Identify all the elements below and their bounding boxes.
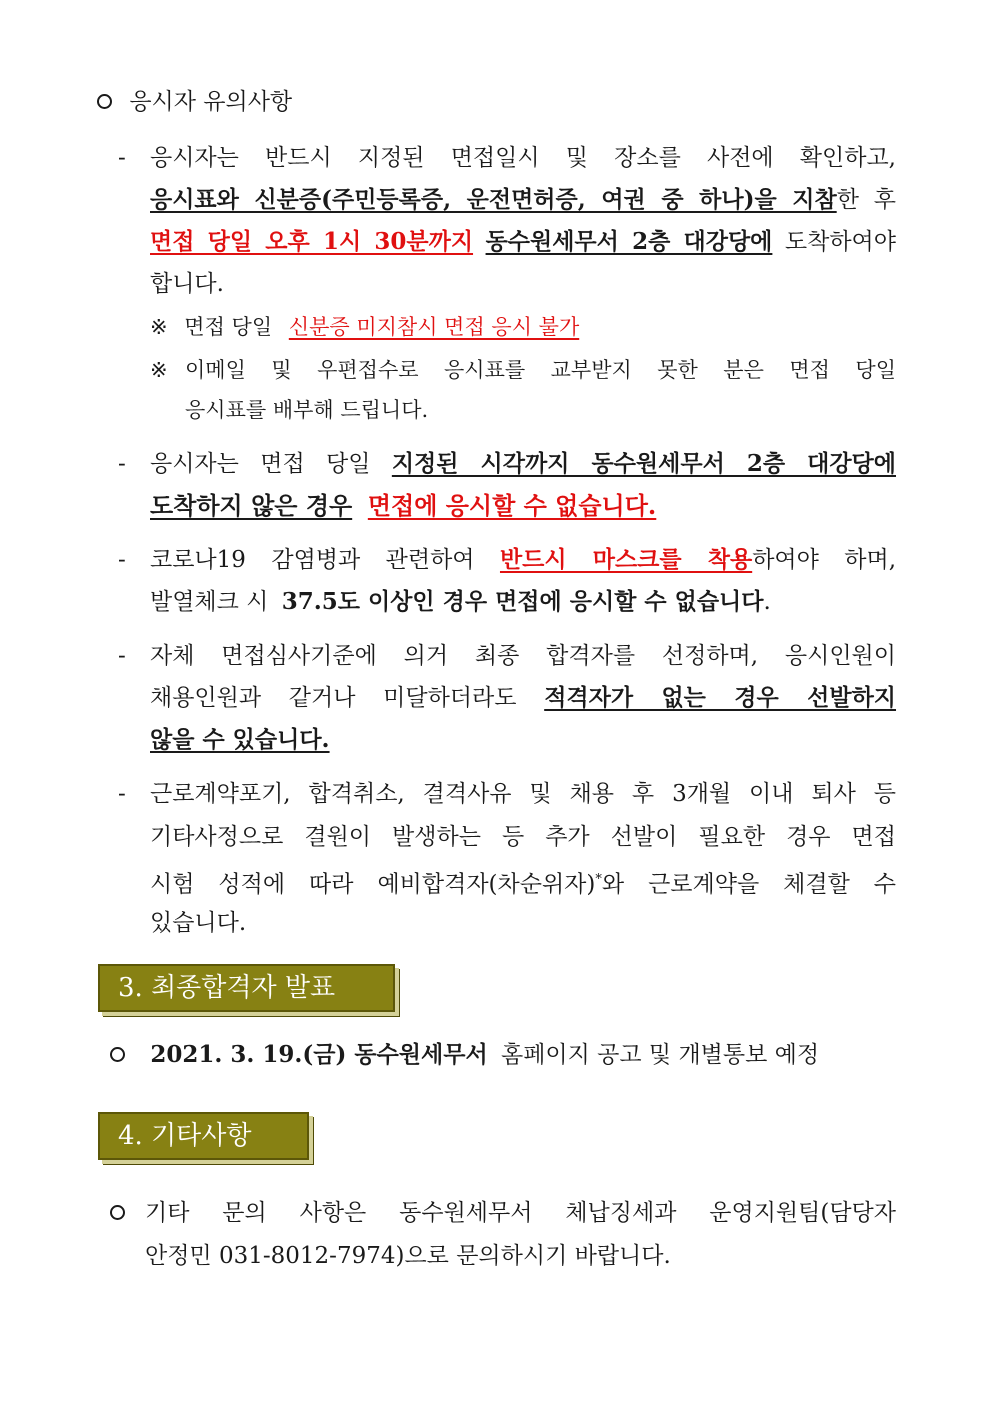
section4-header xyxy=(98,1112,309,1160)
item5-line3 xyxy=(150,863,896,902)
item3-line1-rest: 하여야 하며, xyxy=(752,547,897,573)
item4-dash: - xyxy=(118,643,126,669)
item1-line3-rest: 도착하여야 xyxy=(784,229,896,255)
item2-cannot-attend: 면접에 응시할 수 없습니다. xyxy=(367,491,657,520)
item2-not-arrived: 도착하지 않은 경우 xyxy=(150,491,353,520)
notice-heading xyxy=(97,85,292,119)
section3-bullet xyxy=(110,1038,819,1072)
item2-line1 xyxy=(150,447,896,481)
item1-dash: - xyxy=(118,145,126,171)
item5-dash: - xyxy=(118,781,126,807)
note1 xyxy=(150,310,579,344)
item1-line2 xyxy=(150,183,896,217)
circle-bullet-icon xyxy=(110,1047,125,1062)
item1-required-docs: 응시표와 신분증(주민등록증, 운전면허증, 여권 중 하나)을 지참 xyxy=(150,186,837,213)
note2-line2: 응시표를 배부해 드립니다. xyxy=(185,398,429,422)
item3-dash: - xyxy=(118,547,126,573)
section4-line1: 기타 문의 사항은 동수원세무서 체납징세과 운영지원팀(담당자 xyxy=(145,1200,896,1226)
item5-line2: 기타사정으로 결원이 발생하는 등 추가 선발이 필요한 경우 면접 xyxy=(150,824,896,850)
circle-bullet-icon xyxy=(110,1205,125,1220)
item3-line2 xyxy=(150,585,771,619)
item5-line3-a: 시험 성적에 따라 예비합격자(차순위자) xyxy=(150,871,596,898)
item1-line2-rest: 한 후 xyxy=(836,187,897,213)
item3-mask-required: 반드시 마스크를 착용 xyxy=(499,546,753,573)
item3-line2-plain: 발열체크 시 xyxy=(150,589,269,615)
section4-bullet-icon-wrap xyxy=(110,1196,125,1230)
item2-deadline: 지정된 시각까지 동수원세무서 2층 대강당에 xyxy=(391,450,896,477)
note2-mark: ※ xyxy=(150,358,168,382)
item3-fever-rule: 37.5도 이상인 경우 면접에 응시할 수 없습니다 xyxy=(281,588,764,615)
note1-warning: 신분증 미지참시 면접 응시 불가 xyxy=(288,315,580,339)
item3-line1 xyxy=(150,543,896,577)
item4-may-not-select: 않을 수 있습니다. xyxy=(150,726,330,753)
circle-bullet-icon xyxy=(97,94,112,109)
item2-dash: - xyxy=(118,451,126,477)
notice-heading-text: 응시자 유의사항 xyxy=(129,89,293,115)
section4-title: 4. 기타사항 xyxy=(118,1121,252,1151)
item5-line1: 근로계약포기, 합격취소, 결격사유 및 채용 후 3개월 이내 퇴사 등 xyxy=(150,781,896,807)
item2-line2 xyxy=(150,489,656,523)
section3-date-office: 2021. 3. 19.(금) 동수원세무서 xyxy=(150,1041,488,1068)
note1-text: 면접 당일 xyxy=(184,315,273,339)
item3-line1-plain: 코로나19 감염병과 관련하여 xyxy=(150,547,475,573)
item3-line2-end: . xyxy=(763,589,771,615)
item4-line2-plain: 채용인원과 같거나 미달하더라도 xyxy=(150,685,517,711)
note1-mark: ※ xyxy=(150,315,168,339)
item1-arrival-time: 면접 당일 오후 1시 30분까지 xyxy=(150,228,474,255)
item1-line1: 응시자는 반드시 지정된 면접일시 및 장소를 사전에 확인하고, xyxy=(150,145,896,171)
item5-line3-b: 와 근로계약을 체결할 수 xyxy=(601,871,896,898)
item4-line3 xyxy=(150,723,330,757)
section3-announcement: 홈페이지 공고 및 개별통보 예정 xyxy=(500,1042,820,1068)
item5-footnote-mark: * xyxy=(595,872,602,887)
item5-line4: 있습니다. xyxy=(150,910,247,936)
note2-line1: 이메일 및 우편접수로 응시표를 교부받지 못한 분은 면접 당일 xyxy=(185,358,896,382)
item2-line1-plain: 응시자는 면접 당일 xyxy=(150,451,371,477)
item4-line2 xyxy=(150,681,896,715)
item1-line4: 합니다. xyxy=(150,271,224,297)
item1-venue: 동수원세무서 2층 대강당에 xyxy=(485,228,773,255)
section3-header xyxy=(98,964,395,1012)
item4-line1: 자체 면접심사기준에 의거 최종 합격자를 선정하며, 응시인원이 xyxy=(150,643,896,669)
item4-no-qualified: 적격자가 없는 경우 선발하지 xyxy=(544,684,897,711)
section3-title: 3. 최종합격자 발표 xyxy=(118,973,336,1003)
section4-line2: 안정민 031-8012-7974)으로 문의하시기 바랍니다. xyxy=(145,1243,671,1269)
item1-line3 xyxy=(150,225,896,259)
